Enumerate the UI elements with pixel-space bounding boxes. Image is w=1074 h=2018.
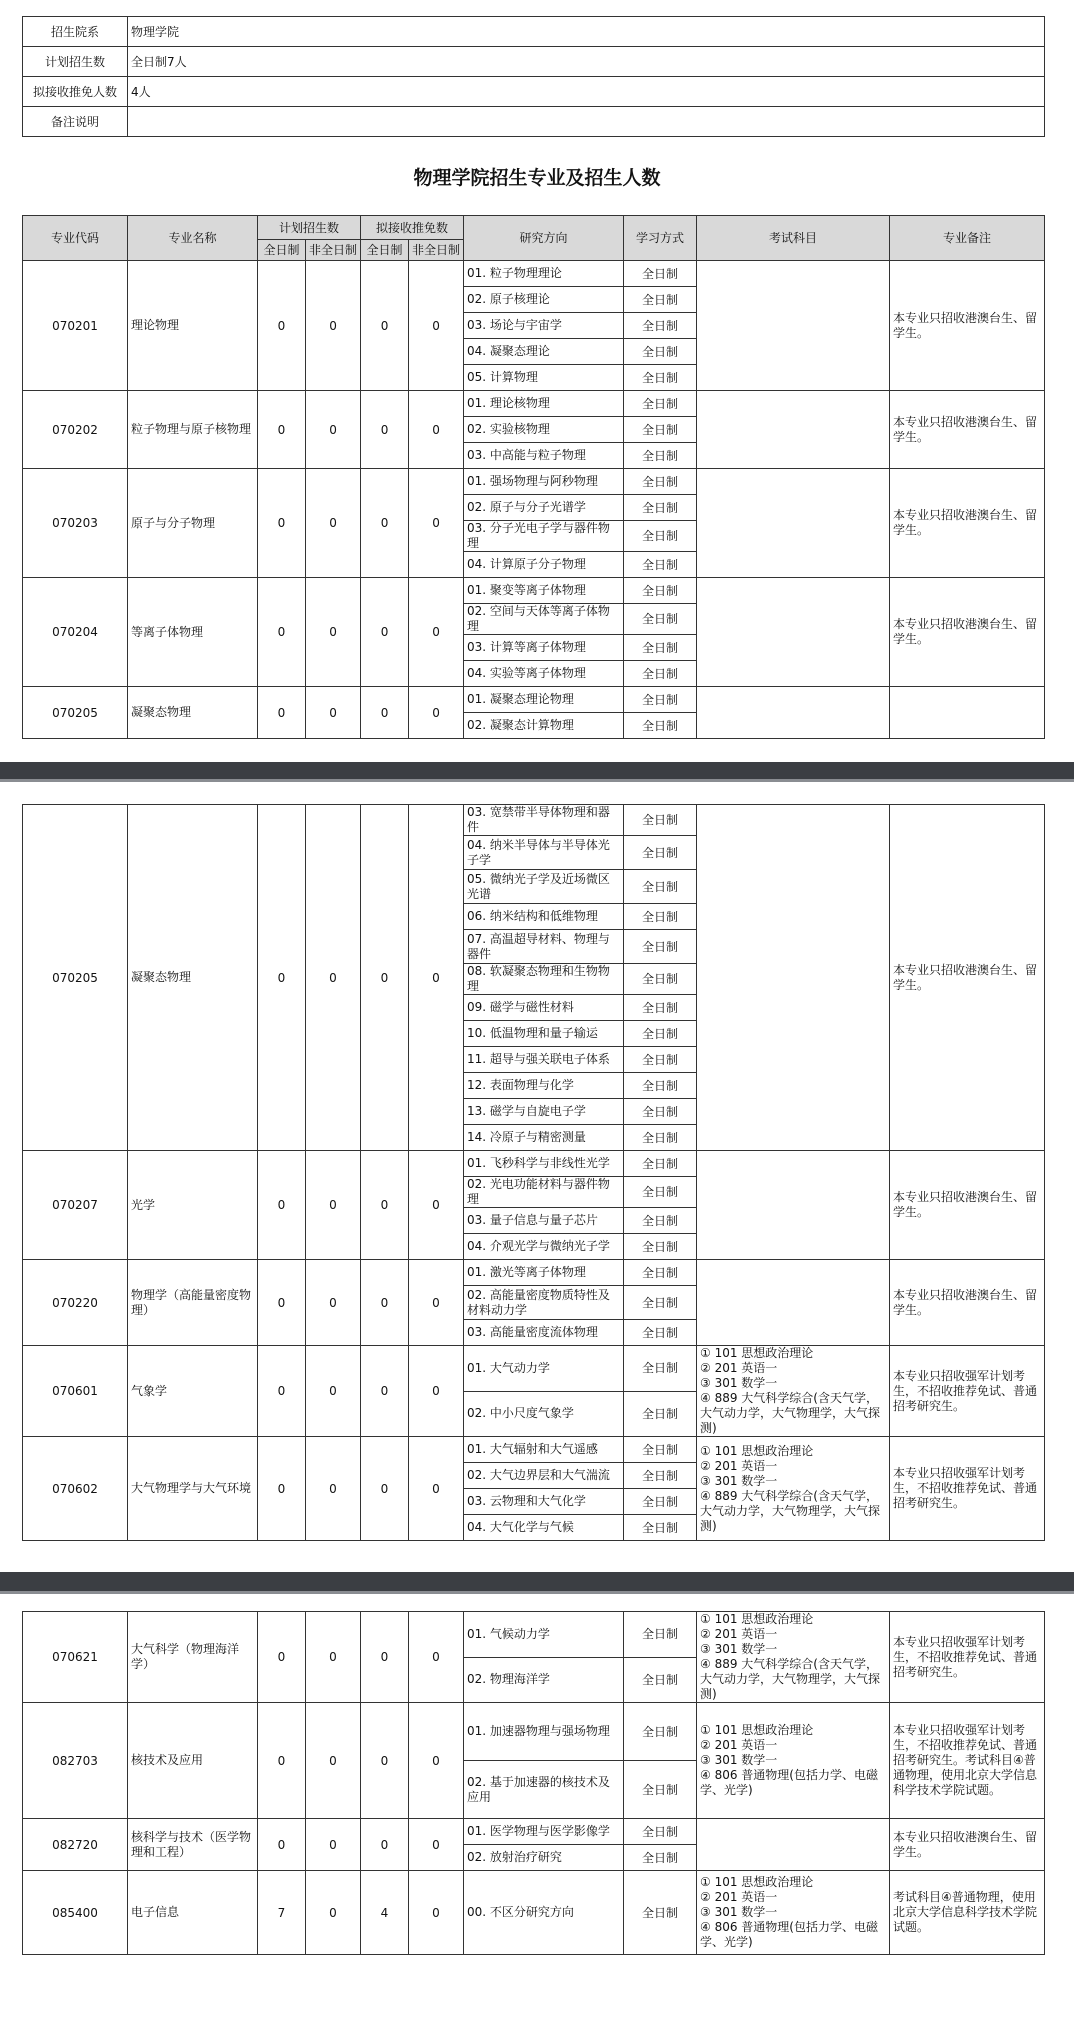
plan-fulltime: 0 [258, 805, 306, 1151]
major-note: 本专业只招收港澳台生、留学生。 [890, 391, 1045, 469]
research-direction: 03. 分子光电子学与器件物理 [464, 521, 624, 552]
info-value: 全日制7人 [128, 47, 1045, 77]
page-2 [0, 782, 1074, 1572]
study-mode: 全日制 [624, 1073, 697, 1099]
study-mode: 全日制 [624, 443, 697, 469]
page-separator [0, 762, 1074, 782]
exam-subjects [697, 1871, 890, 1955]
plan-parttime: 0 [306, 1260, 361, 1346]
study-mode: 全日制 [624, 904, 697, 930]
recommend-parttime: 0 [409, 805, 464, 1151]
recommend-parttime: 0 [409, 469, 464, 578]
study-mode: 全日制 [624, 1151, 697, 1177]
research-direction: 14. 冷原子与精密测量 [464, 1125, 624, 1151]
recommend-parttime: 0 [409, 687, 464, 739]
study-mode: 全日制 [624, 661, 697, 687]
study-mode: 全日制 [624, 805, 697, 836]
exam-subject: ③ 301 数学一 [700, 1905, 778, 1919]
research-direction: 01. 气候动力学 [464, 1612, 624, 1658]
plan-parttime: 0 [306, 1346, 361, 1437]
header-code: 专业代码 [23, 216, 128, 261]
study-mode: 全日制 [624, 635, 697, 661]
plan-parttime: 0 [306, 1703, 361, 1819]
study-mode: 全日制 [624, 1286, 697, 1320]
exam-subjects [697, 1151, 890, 1260]
research-direction: 05. 微纳光子学及近场微区光谱 [464, 870, 624, 904]
header-plan-parttime: 非全日制 [306, 240, 361, 261]
exam-subject: ② 201 英语一 [700, 1361, 778, 1375]
recommend-parttime: 0 [409, 1819, 464, 1871]
research-direction: 01. 凝聚态理论物理 [464, 687, 624, 713]
major-note: 本专业只招收强军计划考生，不招收推荐免试、普通招考研究生。 [890, 1437, 1045, 1541]
exam-subject: ② 201 英语一 [700, 1890, 778, 1904]
exam-subjects [697, 578, 890, 687]
header-plan-fulltime: 全日制 [258, 240, 306, 261]
majors-table-1 [22, 215, 1045, 739]
study-mode: 全日制 [624, 1125, 697, 1151]
recommend-fulltime: 0 [361, 391, 409, 469]
table-row [23, 1346, 1045, 1392]
exam-subjects [697, 687, 890, 739]
recommend-fulltime: 0 [361, 1151, 409, 1260]
table-row [23, 1871, 1045, 1955]
research-direction: 13. 磁学与自旋电子学 [464, 1099, 624, 1125]
research-direction: 01. 强场物理与阿秒物理 [464, 469, 624, 495]
plan-fulltime: 0 [258, 1703, 306, 1819]
major-code: 070621 [23, 1612, 128, 1703]
table-row [23, 1151, 1045, 1177]
major-note: 本专业只招收港澳台生、留学生。 [890, 261, 1045, 391]
page-3 [0, 1594, 1074, 2018]
exam-subjects [697, 1703, 890, 1819]
table-row [23, 1612, 1045, 1658]
recommend-parttime: 0 [409, 1871, 464, 1955]
research-direction: 03. 云物理和大气化学 [464, 1489, 624, 1515]
recommend-fulltime: 0 [361, 469, 409, 578]
major-code: 082703 [23, 1703, 128, 1819]
table-row [23, 687, 1045, 713]
study-mode: 全日制 [624, 578, 697, 604]
research-direction: 03. 中高能与粒子物理 [464, 443, 624, 469]
study-mode: 全日制 [624, 1234, 697, 1260]
page-1 [0, 0, 1074, 762]
research-direction: 08. 软凝聚态物理和生物物理 [464, 964, 624, 995]
major-note [890, 687, 1045, 739]
major-name: 大气物理学与大气环境 [128, 1437, 258, 1541]
major-name: 电子信息 [128, 1871, 258, 1955]
research-direction: 02. 物理海洋学 [464, 1657, 624, 1703]
info-value: 4人 [128, 77, 1045, 107]
research-direction: 02. 中小尺度气象学 [464, 1391, 624, 1437]
major-note: 本专业只招收港澳台生、留学生。 [890, 1260, 1045, 1346]
plan-fulltime: 0 [258, 687, 306, 739]
research-direction: 03. 高能量密度流体物理 [464, 1320, 624, 1346]
study-mode: 全日制 [624, 1761, 697, 1819]
study-mode: 全日制 [624, 836, 697, 870]
major-name: 核技术及应用 [128, 1703, 258, 1819]
study-mode: 全日制 [624, 1489, 697, 1515]
recommend-parttime: 0 [409, 1346, 464, 1437]
exam-subjects [697, 1346, 890, 1437]
plan-parttime: 0 [306, 391, 361, 469]
major-code: 070205 [23, 805, 128, 1151]
recommend-fulltime: 4 [361, 1871, 409, 1955]
study-mode: 全日制 [624, 930, 697, 964]
research-direction: 11. 超导与强关联电子体系 [464, 1047, 624, 1073]
research-direction: 01. 医学物理与医学影像学 [464, 1819, 624, 1845]
recommend-fulltime: 0 [361, 1260, 409, 1346]
major-name: 大气科学（物理海洋学） [128, 1612, 258, 1703]
plan-parttime: 0 [306, 805, 361, 1151]
plan-fulltime: 0 [258, 1612, 306, 1703]
research-direction: 03. 宽禁带半导体物理和器件 [464, 805, 624, 836]
exam-subjects [697, 1260, 890, 1346]
exam-subject: ④ 889 大气科学综合(含天气学，大气动力学，大气物理学，大气探测) [700, 1657, 881, 1701]
exam-subject: ③ 301 数学一 [700, 1753, 778, 1767]
plan-fulltime: 0 [258, 469, 306, 578]
exam-subject: ④ 889 大气科学综合(含天气学，大气动力学，大气物理学，大气探测) [700, 1488, 881, 1533]
plan-fulltime: 0 [258, 1819, 306, 1871]
research-direction: 07. 高温超导材料、物理与器件 [464, 930, 624, 964]
major-code: 070205 [23, 687, 128, 739]
major-note: 本专业只招收港澳台生、留学生。 [890, 469, 1045, 578]
recommend-parttime: 0 [409, 261, 464, 391]
recommend-parttime: 0 [409, 578, 464, 687]
table-row [23, 1260, 1045, 1286]
header-note: 专业备注 [890, 216, 1045, 261]
plan-parttime: 0 [306, 578, 361, 687]
major-note: 考试科目④普通物理，使用北京大学信息科学技术学院试题。 [890, 1871, 1045, 1955]
exam-subjects [697, 1437, 890, 1541]
research-direction: 06. 纳米结构和低维物理 [464, 904, 624, 930]
research-direction: 09. 磁学与磁性材料 [464, 995, 624, 1021]
major-note: 本专业只招收强军计划考生，不招收推荐免试、普通招考研究生。 [890, 1612, 1045, 1703]
info-label: 招生院系 [23, 17, 128, 47]
exam-subject: ② 201 英语一 [700, 1627, 778, 1641]
study-mode: 全日制 [624, 687, 697, 713]
info-value [128, 107, 1045, 137]
study-mode: 全日制 [624, 287, 697, 313]
major-note: 本专业只招收强军计划考生，不招收推荐免试、普通招考研究生。考试科目④普通物理，使用北京大学信息科学技术学院试题。 [890, 1703, 1045, 1819]
majors-table-2 [22, 804, 1045, 1541]
exam-subjects [697, 391, 890, 469]
major-note: 本专业只招收港澳台生、留学生。 [890, 578, 1045, 687]
study-mode: 全日制 [624, 1437, 697, 1463]
research-direction: 02. 实验核物理 [464, 417, 624, 443]
major-name: 凝聚态物理 [128, 805, 258, 1151]
plan-parttime: 0 [306, 1871, 361, 1955]
exam-subject: ② 201 英语一 [700, 1458, 778, 1473]
table-row [23, 1437, 1045, 1463]
exam-subjects [697, 469, 890, 578]
major-code: 082720 [23, 1819, 128, 1871]
info-row [23, 17, 1045, 47]
recommend-fulltime: 0 [361, 1437, 409, 1541]
header-mode: 学习方式 [624, 216, 697, 261]
major-code: 070201 [23, 261, 128, 391]
study-mode: 全日制 [624, 1346, 697, 1392]
study-mode: 全日制 [624, 1099, 697, 1125]
major-note: 本专业只招收强军计划考生，不招收推荐免试、普通招考研究生。 [890, 1346, 1045, 1437]
major-note: 本专业只招收港澳台生、留学生。 [890, 1819, 1045, 1871]
exam-subjects [697, 1819, 890, 1871]
major-code: 070203 [23, 469, 128, 578]
exam-subjects [697, 261, 890, 391]
plan-fulltime: 7 [258, 1871, 306, 1955]
table-row [23, 391, 1045, 417]
info-row [23, 47, 1045, 77]
recommend-fulltime: 0 [361, 1819, 409, 1871]
exam-subject: ② 201 英语一 [700, 1738, 778, 1752]
recommend-fulltime: 0 [361, 1703, 409, 1819]
info-label: 拟接收推免人数 [23, 77, 128, 107]
research-direction: 02. 原子核理论 [464, 287, 624, 313]
header-plan: 计划招生数 [258, 216, 361, 240]
exam-subject: ① 101 思想政治理论 [700, 1612, 814, 1626]
study-mode: 全日制 [624, 417, 697, 443]
recommend-fulltime: 0 [361, 261, 409, 391]
exam-subject: ③ 301 数学一 [700, 1642, 778, 1656]
header-recommend-fulltime: 全日制 [361, 240, 409, 261]
research-direction: 02. 光电功能材料与器件物理 [464, 1177, 624, 1208]
recommend-parttime: 0 [409, 1437, 464, 1541]
header-recommend: 拟接收推免数 [361, 216, 464, 240]
study-mode: 全日制 [624, 1463, 697, 1489]
table-row [23, 1819, 1045, 1845]
research-direction: 02. 大气边界层和大气湍流 [464, 1463, 624, 1489]
major-name: 粒子物理与原子核物理 [128, 391, 258, 469]
major-name: 理论物理 [128, 261, 258, 391]
major-code: 070602 [23, 1437, 128, 1541]
research-direction: 02. 凝聚态计算物理 [464, 713, 624, 739]
major-note: 本专业只招收港澳台生、留学生。 [890, 1151, 1045, 1260]
research-direction: 04. 实验等离子体物理 [464, 661, 624, 687]
research-direction: 01. 粒子物理理论 [464, 261, 624, 287]
study-mode: 全日制 [624, 339, 697, 365]
major-name: 物理学（高能量密度物理） [128, 1260, 258, 1346]
info-table [22, 16, 1045, 137]
recommend-parttime: 0 [409, 391, 464, 469]
table-row [23, 261, 1045, 287]
recommend-parttime: 0 [409, 1151, 464, 1260]
table-row [23, 578, 1045, 604]
study-mode: 全日制 [624, 313, 697, 339]
research-direction: 03. 计算等离子体物理 [464, 635, 624, 661]
study-mode: 全日制 [624, 870, 697, 904]
study-mode: 全日制 [624, 1208, 697, 1234]
research-direction: 02. 高能量密度物质特性及材料动力学 [464, 1286, 624, 1320]
study-mode: 全日制 [624, 1819, 697, 1845]
study-mode: 全日制 [624, 521, 697, 552]
exam-subject: ④ 806 普通物理(包括力学、电磁学、光学) [700, 1920, 878, 1949]
major-code: 070601 [23, 1346, 128, 1437]
recommend-fulltime: 0 [361, 687, 409, 739]
exam-subject: ① 101 思想政治理论 [700, 1875, 814, 1889]
major-code: 070220 [23, 1260, 128, 1346]
research-direction: 03. 量子信息与量子芯片 [464, 1208, 624, 1234]
major-note: 本专业只招收港澳台生、留学生。 [890, 805, 1045, 1151]
table-row [23, 1703, 1045, 1761]
plan-fulltime: 0 [258, 261, 306, 391]
research-direction: 01. 飞秒科学与非线性光学 [464, 1151, 624, 1177]
info-value: 物理学院 [128, 17, 1045, 47]
research-direction: 01. 理论核物理 [464, 391, 624, 417]
plan-parttime: 0 [306, 1819, 361, 1871]
plan-fulltime: 0 [258, 1151, 306, 1260]
plan-parttime: 0 [306, 687, 361, 739]
study-mode: 全日制 [624, 1515, 697, 1541]
research-direction: 02. 原子与分子光谱学 [464, 495, 624, 521]
header-name: 专业名称 [128, 216, 258, 261]
plan-fulltime: 0 [258, 391, 306, 469]
research-direction: 05. 计算物理 [464, 365, 624, 391]
research-direction: 04. 介观光学与微纳光子学 [464, 1234, 624, 1260]
major-code: 085400 [23, 1871, 128, 1955]
research-direction: 10. 低温物理和量子输运 [464, 1021, 624, 1047]
study-mode: 全日制 [624, 604, 697, 635]
major-name: 气象学 [128, 1346, 258, 1437]
exam-subject: ① 101 思想政治理论 [700, 1723, 814, 1737]
major-name: 凝聚态物理 [128, 687, 258, 739]
major-name: 原子与分子物理 [128, 469, 258, 578]
major-code: 070204 [23, 578, 128, 687]
research-direction: 04. 纳米半导体与半导体光子学 [464, 836, 624, 870]
study-mode: 全日制 [624, 495, 697, 521]
exam-subjects [697, 805, 890, 1151]
research-direction: 02. 基于加速器的核技术及应用 [464, 1761, 624, 1819]
exam-subject: ③ 301 数学一 [700, 1376, 778, 1390]
exam-subjects [697, 1612, 890, 1703]
study-mode: 全日制 [624, 1657, 697, 1703]
research-direction: 02. 空间与天体等离子体物理 [464, 604, 624, 635]
recommend-fulltime: 0 [361, 1612, 409, 1703]
research-direction: 00. 不区分研究方向 [464, 1871, 624, 1955]
research-direction: 01. 加速器物理与强场物理 [464, 1703, 624, 1761]
exam-subject: ④ 889 大气科学综合(含天气学，大气动力学，大气物理学，大气探测) [700, 1391, 881, 1435]
research-direction: 01. 聚变等离子体物理 [464, 578, 624, 604]
research-direction: 04. 凝聚态理论 [464, 339, 624, 365]
plan-parttime: 0 [306, 1437, 361, 1541]
exam-subject: ④ 806 普通物理(包括力学、电磁学、光学) [700, 1768, 878, 1797]
recommend-parttime: 0 [409, 1260, 464, 1346]
table-row [23, 469, 1045, 495]
recommend-fulltime: 0 [361, 578, 409, 687]
study-mode: 全日制 [624, 1260, 697, 1286]
research-direction: 04. 计算原子分子物理 [464, 552, 624, 578]
major-name: 等离子体物理 [128, 578, 258, 687]
study-mode: 全日制 [624, 1320, 697, 1346]
recommend-fulltime: 0 [361, 1346, 409, 1437]
info-label: 计划招生数 [23, 47, 128, 77]
study-mode: 全日制 [624, 1703, 697, 1761]
plan-fulltime: 0 [258, 1346, 306, 1437]
majors-table-3 [22, 1611, 1045, 1955]
major-code: 070202 [23, 391, 128, 469]
info-row [23, 107, 1045, 137]
page-separator [0, 1572, 1074, 1594]
study-mode: 全日制 [624, 469, 697, 495]
exam-subject: ③ 301 数学一 [700, 1473, 778, 1488]
recommend-parttime: 0 [409, 1703, 464, 1819]
plan-fulltime: 0 [258, 578, 306, 687]
plan-fulltime: 0 [258, 1437, 306, 1541]
study-mode: 全日制 [624, 365, 697, 391]
header-exam: 考试科目 [697, 216, 890, 261]
study-mode: 全日制 [624, 1845, 697, 1871]
study-mode: 全日制 [624, 261, 697, 287]
exam-subject: ① 101 思想政治理论 [700, 1346, 814, 1360]
study-mode: 全日制 [624, 1021, 697, 1047]
recommend-parttime: 0 [409, 1612, 464, 1703]
plan-parttime: 0 [306, 1612, 361, 1703]
recommend-fulltime: 0 [361, 805, 409, 1151]
plan-parttime: 0 [306, 469, 361, 578]
info-row [23, 77, 1045, 107]
study-mode: 全日制 [624, 1391, 697, 1437]
exam-subject: ① 101 思想政治理论 [700, 1443, 814, 1458]
plan-parttime: 0 [306, 1151, 361, 1260]
plan-parttime: 0 [306, 261, 361, 391]
research-direction: 01. 激光等离子体物理 [464, 1260, 624, 1286]
study-mode: 全日制 [624, 713, 697, 739]
major-name: 核科学与技术（医学物理和工程） [128, 1819, 258, 1871]
major-code: 070207 [23, 1151, 128, 1260]
study-mode: 全日制 [624, 1612, 697, 1658]
study-mode: 全日制 [624, 391, 697, 417]
research-direction: 01. 大气动力学 [464, 1346, 624, 1392]
research-direction: 12. 表面物理与化学 [464, 1073, 624, 1099]
research-direction: 03. 场论与宇宙学 [464, 313, 624, 339]
study-mode: 全日制 [624, 995, 697, 1021]
study-mode: 全日制 [624, 964, 697, 995]
header-recommend-parttime: 非全日制 [409, 240, 464, 261]
plan-fulltime: 0 [258, 1260, 306, 1346]
page-title: 物理学院招生专业及招生人数 [413, 167, 661, 189]
study-mode: 全日制 [624, 552, 697, 578]
info-label: 备注说明 [23, 107, 128, 137]
study-mode: 全日制 [624, 1871, 697, 1955]
header-direction: 研究方向 [464, 216, 624, 261]
table-row [23, 805, 1045, 836]
study-mode: 全日制 [624, 1047, 697, 1073]
research-direction: 01. 大气辐射和大气遥感 [464, 1437, 624, 1463]
research-direction: 02. 放射治疗研究 [464, 1845, 624, 1871]
major-name: 光学 [128, 1151, 258, 1260]
research-direction: 04. 大气化学与气候 [464, 1515, 624, 1541]
study-mode: 全日制 [624, 1177, 697, 1208]
